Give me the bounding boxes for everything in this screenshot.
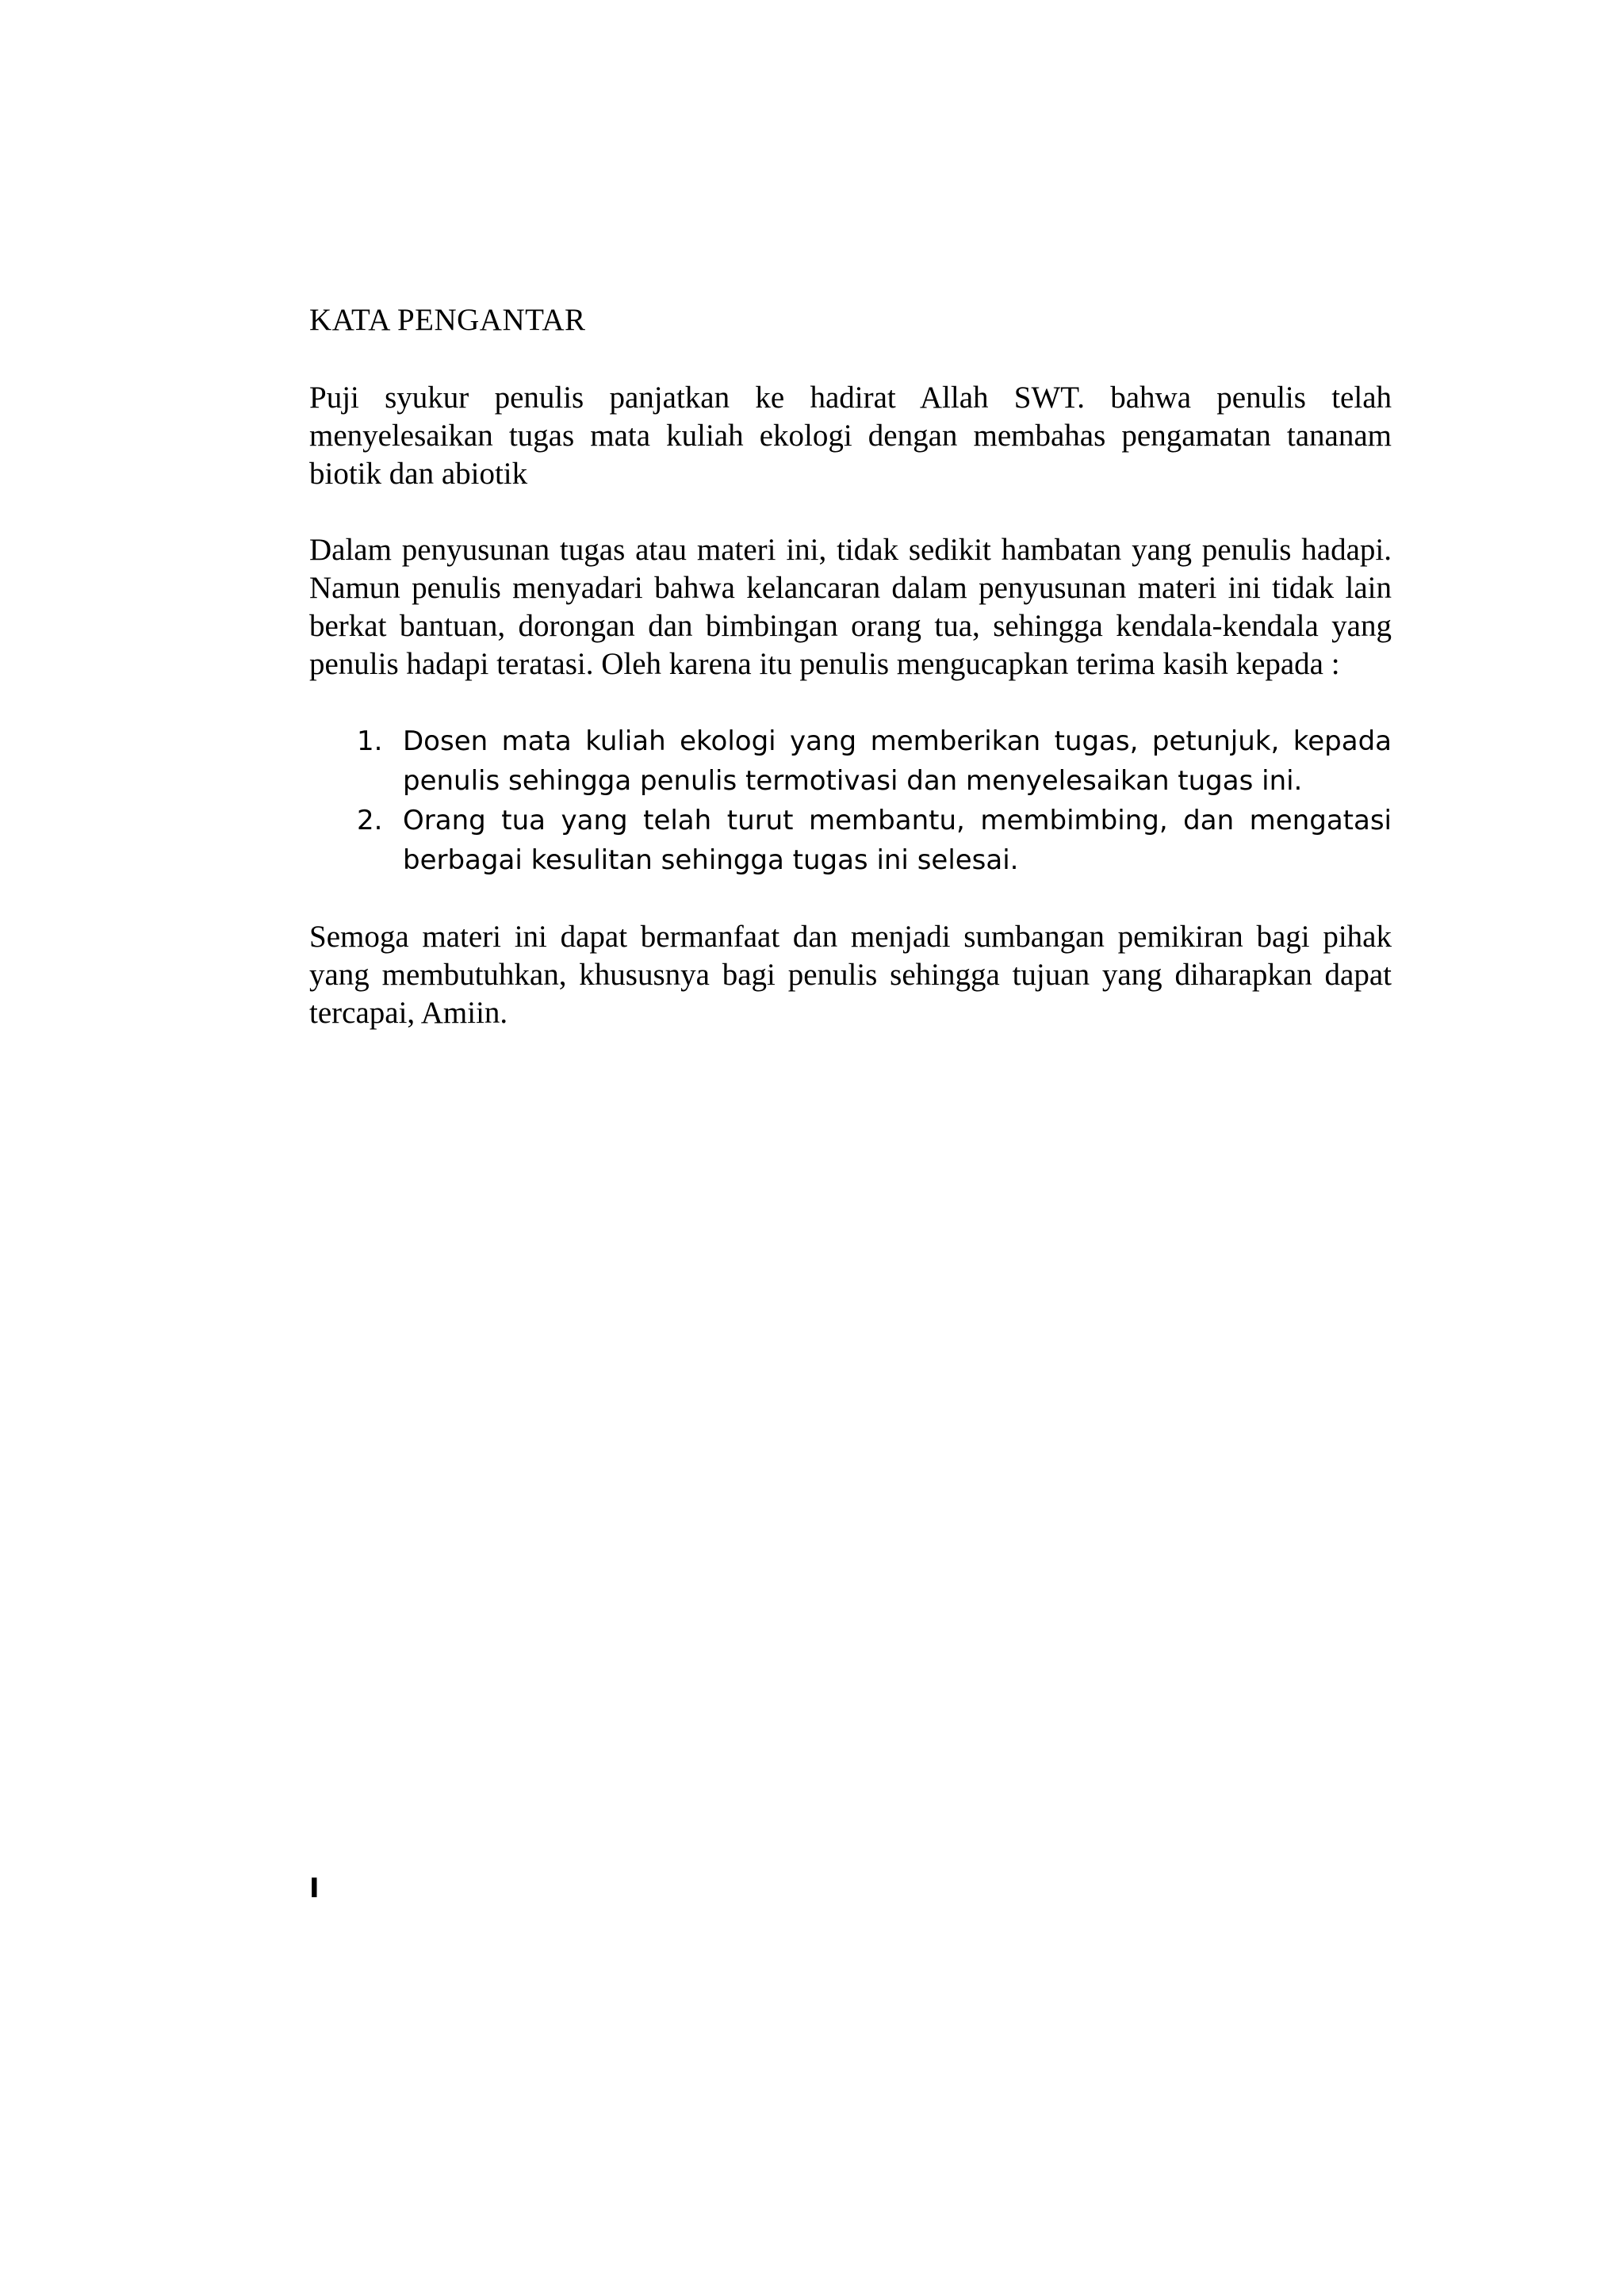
- page-title: KATA PENGANTAR: [309, 303, 586, 337]
- list-item-text: Dosen mata kuliah ekologi yang memberikan tugas, petunjuk, kepada penulis sehingga penulis termotivasi dan menyelesaikan tugas ini.: [403, 725, 1392, 797]
- document-body: [309, 301, 1392, 1070]
- list-item-number: 2.: [357, 805, 383, 836]
- list-item-number: 1.: [357, 725, 383, 757]
- acknowledgement-paragraph: Dalam penyusunan tugas atau materi ini, tidak sedikit hambatan yang penulis hadapi. Namun penulis menyadari bahwa kelancaran dalam penyusunan materi ini tidak lain berkat bantuan, dorongan dan bimbingan orang tua, sehingga kendala-kendala yang penulis hadapi teratasi. Oleh karena itu penulis mengucapkan terima kasih kepada :: [309, 533, 1392, 681]
- thanks-list: [309, 721, 1392, 880]
- list-item: [357, 801, 1392, 880]
- intro-paragraph: Puji syukur penulis panjatkan ke hadirat Allah SWT. bahwa penulis telah menyelesaikan tugas mata kuliah ekologi dengan membahas pengamatan tananam biotik dan abiotik: [309, 381, 1392, 491]
- page-number: I: [309, 1873, 320, 1904]
- list-item-text: Orang tua yang telah turut membantu, membimbing, dan mengatasi berbagai kesulitan sehingga tugas ini selesai.: [403, 805, 1392, 876]
- list-item: [357, 721, 1392, 801]
- closing-paragraph: Semoga materi ini dapat bermanfaat dan menjadi sumbangan pemikiran bagi pihak yang membutuhkan, khususnya bagi penulis sehingga tujuan yang diharapkan dapat tercapai, Amiin.: [309, 920, 1392, 1030]
